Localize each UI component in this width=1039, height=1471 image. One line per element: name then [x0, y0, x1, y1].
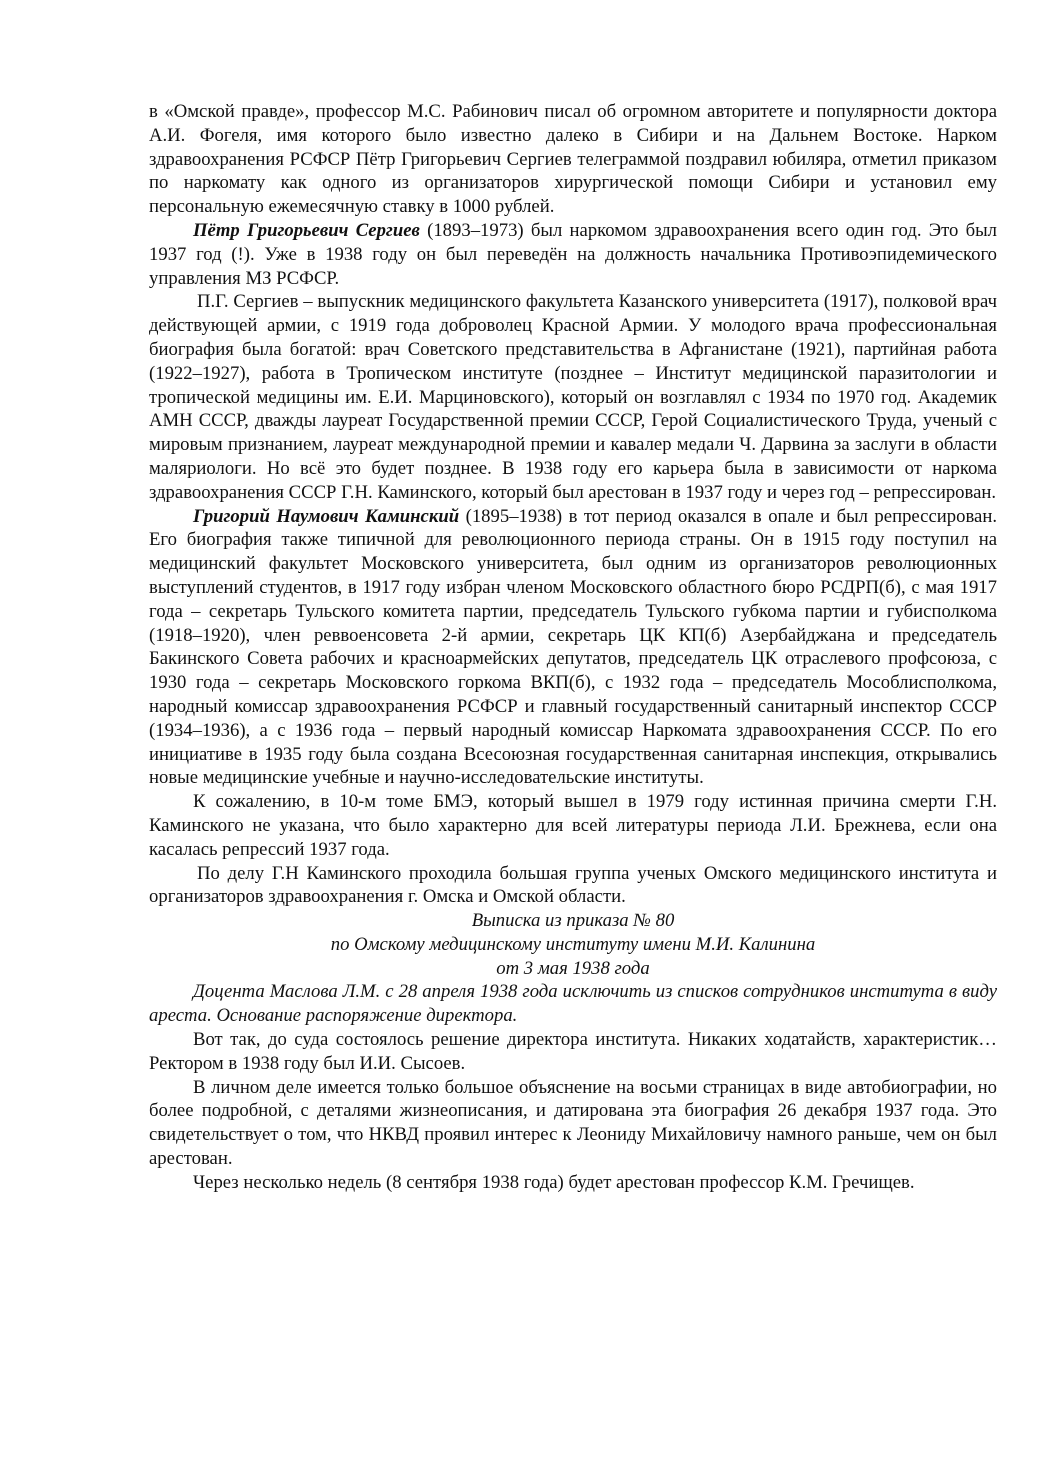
order-body: Доцента Маслова Л.М. с 28 апреля 1938 года исключить из списков сотрудников института в виду ареста. Основание распоряжение директора. — [149, 981, 997, 1027]
paragraph-fogel-jubilee: в «Омской правде», профессор М.С. Рабинович писал об огромном авторитете и популярности доктора А.И. Фогеля, имя которого было известно далеко в Сибири и на Дальнем Востоке. Нарком здравоохранения РСФСР Пётр Григорьевич Сергиев телеграммой поздравил юбиляра, отметил приказом по наркомату как одного из организаторов хирургической помощи Сибири и установил ему персональную ежемесячную ставку в 1000 рублей. — [149, 101, 997, 218]
order-heading-line-2: по Омскому медицинскому институту имени М.И. Калинина — [330, 933, 816, 955]
paragraph-kaminsky-case: По делу Г.Н Каминского проходила большая группа ученых Омского медицинского института и организаторов здравоохранения г. Омска и Омской области. — [149, 862, 997, 908]
order-heading-line-3: от 3 мая 1938 года — [496, 957, 650, 979]
paragraph-kaminsky-biography — [149, 505, 997, 791]
paragraph-personal-file: В личном деле имеется только большое объяснение на восьми страницах в виде автобиографии, но более подробной, с деталями жизнеописания, и датирована эта биография 26 декабря 1937 года. Это свидетельствует о том, что НКВД проявил интерес к Леониду Михайловичу намного раньше, чем он был арестован. — [149, 1076, 997, 1170]
order-heading-line-1: Выписка из приказа № 80 — [471, 910, 675, 932]
paragraph-grechishchev-arrest: Через несколько недель (8 сентября 1938 года) будет арестован профессор К.М. Гречищев. — [193, 1171, 915, 1193]
paragraph-bme-volume: К сожалению, в 10-м томе БМЭ, который вышел в 1979 году истинная причина смерти Г.Н. Каминского не указана, что было характерно для всей литературы периода Л.И. Брежнева, если она касалась репрессий 1937 года. — [149, 791, 997, 860]
paragraph-director-decision: Вот так, до суда состоялось решение директора института. Никаких ходатайств, характеристик… Ректором в 1938 году был И.И. Сысоев. — [149, 1029, 997, 1074]
name-sergiev: Пётр Григорьевич Сергиев — [193, 219, 420, 241]
paragraph-sergiev-intro — [149, 219, 997, 290]
sergiev-intro-text: (1893–1973) был наркомом здравоохранения всего один год. Это был 1937 год (!). Уже в 1938 году он был переведён на должность начальника Противоэпидемического управления МЗ РСФСР. — [149, 219, 997, 289]
paragraph-sergiev-biography: П.Г. Сергиев – выпускник медицинского факультета Казанского университета (1917), полковой врач действующей армии, с 1919 года доброволец Красной Армии. У молодого врача профессиональная биография была богатой: врач Советского представительства в Афганистане (1921), партийная работа (1922–1927), работа в Тропическом институте (позднее – Институт медицинской паразитологии и тропической медицины им. Е.И. Марциновского), который он возглавлял с 1934 по 1970 год. Академик АМН СССР, дважды лауреат Государственной премии СССР, Герой Социалистического Труда, ученый с мировым признанием, лауреат международной премии и кавалер медали Ч. Дарвина за заслуги в области маляриологи. Но всё это будет позднее. В 1938 году его карьера была в зависимости от наркома здравоохранения СССР Г.Н. Каминского, который был арестован в 1937 году и через год – репрессирован. — [149, 291, 997, 503]
name-kaminsky: Григорий Наумович Каминский — [193, 505, 460, 527]
kaminsky-biography-text: (1895–1938) в тот период оказался в опале и был репрессирован. Его биография также типичной для революционного периода страны. Он в 1915 году поступил на медицинский факультет Московского университета, был одним из организаторов революционных выступлений студентов, в 1917 году избран членом Московского областного бюро РСДРП(б), с мая 1917 года – секретарь Тульского комитета партии, председатель Тульского губкома партии и губисполкома (1918–1920), член реввоенсовета 2-й армии, секретарь ЦК КП(б) Азербайджана и председатель Бакинского Совета рабочих и красноармейских депутатов, председатель ЦК отраслевого профсоюза, с 1930 года – секретарь Московского горкома ВКП(б), с 1932 года – председатель Мособлисполкома, народный комиссар здравоохранения РСФСР и главный государственный санитарный инспектор СССР (1934–1936), а с 1936 года – первый народный комиссар Наркомата здравоохранения СССР. По его инициативе в 1935 году была создана Всесоюзная государственная санитарная инспекция, открывались новые медицинские учебные и научно-исследовательские институты. — [149, 505, 997, 789]
document-page — [149, 100, 997, 1195]
